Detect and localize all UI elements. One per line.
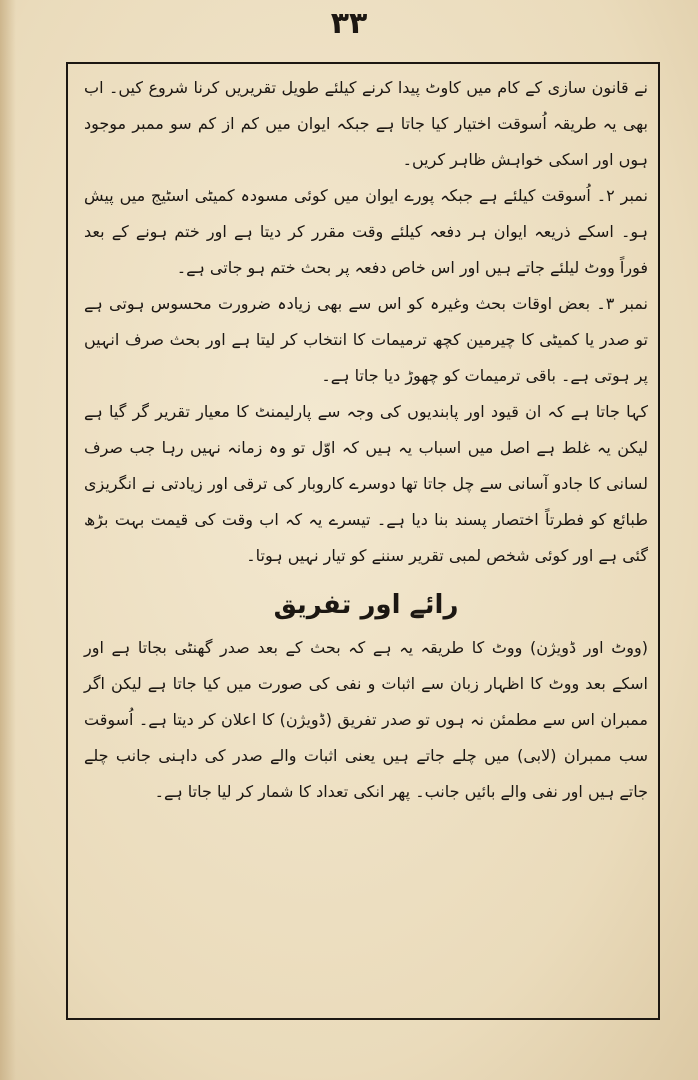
text-frame xyxy=(66,62,660,1020)
paragraph-5: (ووٹ اور ڈویژن) ووٹ کا طریقہ یہ ہے کہ بحث کے بعد صدر گھنٹی بجاتا ہے اور اسکے بعد ووٹ کا اظہار زبان سے اثبات و نفی کی صورت میں کیا جاتا ہے لیکن اگر ممبران اس سے مطمئن نہ ہوں تو صدر تفریق (ڈویژن) کا اعلان کر دیتا ہے۔ اُسوقت سب ممبران (لابی) میں چلے جاتے ہیں یعنی اثبات والے صدر کی داہنی جانب چلے جاتے ہیں اور نفی والے بائیں جانب۔ پھر انکی تعداد کا شمار کر لیا جاتا ہے۔ xyxy=(84,638,648,801)
paragraph-3: نمبر ۳۔ بعض اوقات بحث وغیرہ کو اس سے بھی زیادہ ضرورت محسوس ہوتی ہے تو صدر یا کمیٹی کا چیرمین کچھ ترمیمات کا انتخاب کر لیتا ہے اور بحث صرف انہیں پر ہوتی ہے۔ باقی ترمیمات کو چھوڑ دیا جاتا ہے۔ xyxy=(84,294,648,385)
paragraph-1: نے قانون سازی کے کام میں کاوٹ پیدا کرنے کیلئے طویل تقریریں کرنا شروع کیں۔ اب بھی یہ طریقہ اُسوقت اختیار کیا جاتا ہے جبکہ ایوان میں کم از کم سو ممبر موجود ہوں اور اسکی خواہش ظاہر کریں۔ xyxy=(84,78,648,169)
paragraph-2: نمبر ۲۔ اُسوقت کیلئے ہے جبکہ پورے ایوان میں کوئی مسودہ کمیٹی اسٹیج میں پیش ہو۔ اسکے ذریعہ ایوان ہر دفعہ کیلئے وقت مقرر کر دیتا ہے اور ختم ہونے کے بعد فوراً ووٹ لیلئے جاتے ہیں اور اس خاص دفعہ پر بحث ختم ہو جاتی ہے۔ xyxy=(84,186,648,277)
book-spine-shadow xyxy=(0,0,16,1080)
section-heading: رائے اور تفریق xyxy=(273,590,459,620)
body-text xyxy=(68,64,658,816)
page-number: ۳۳ xyxy=(330,6,368,41)
paragraph-4: کہا جاتا ہے کہ ان قیود اور پابندیوں کی وجہ سے پارلیمنٹ کا معیار تقریر گر گیا ہے لیکن یہ غلط ہے اصل میں اسباب یہ ہیں کہ اوّل تو وہ زمانہ نہیں رہا جب صرف لسانی کا جادو آسانی سے چل جاتا تھا دوسرے کاروبار کی ترقی اور زیادتی نے انگریزی طبائع کو فطرتاً اختصار پسند بنا دیا ہے۔ تیسرے یہ کہ اب وقت کی قیمت بہت بڑھ گئی ہے اور کوئی شخص لمبی تقریر سننے کو تیار نہیں ہوتا۔ xyxy=(84,402,648,565)
